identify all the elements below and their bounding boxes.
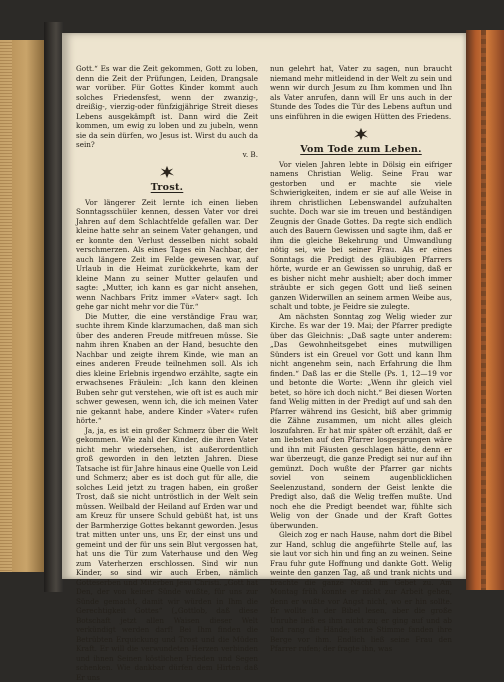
right-text-column <box>270 64 452 654</box>
book-cover-stripe <box>481 30 486 590</box>
body-paragraph: Die Mutter, die eine verständige Frau war, suchte ihrem Kinde klarzumachen, daß man sich über des anderen Freude mitfreuen müsse. Sie nahm ihren Knaben an der Hand, besuchte den Nachbar und zeigte ihrem Kinde, wie man an eines anderen Freude teilnehmen soll. Als ich dies kleine Erlebnis irgendwo erzählte, sagte ein erwachsenes Fräulein: „Ich kann den kleinen Buben sehr gut verstehen, wie oft ist es auch mir schwer gewesen, wenn ich, die ich meinen Vater nie gekannt habe, andere Kinder »Vater« rufen hörte.“ <box>76 312 258 426</box>
left-text-column <box>76 64 258 682</box>
author-signature: v. B. <box>76 150 258 160</box>
ornament-icon <box>270 124 452 144</box>
intro-paragraph: Gott.“ Es war die Zeit gekommen, Gott zu loben, denn die Zeit der Prüfungen, Leiden, Drangsale war vorüber. Für Gottes Kinder kommt auch solches Friedensfest, wenn der zwanzig-, dreißig-, vierzig-oder fünfzigjährige Streit dieses Lebens ausgekämpft ist. Dann wird die Zeit kommen, um ewig zu loben und zu jubeln, wenn sie da sein dürfen, wo Jesus ist. Wirst du auch da sein? <box>76 64 258 150</box>
body-paragraph: Gleich zog er nach Hause, nahm dort die Bibel zur Hand, schlug die angeführte Stelle auf, las sie laut vor sich hin und fing an zu weinen. Seine Frau fuhr gute Hoffnung und dankte Gott. Welig weinte den ganzen Tag, aß und trank nichts und brachte die ganze Nacht im Gebet zu. Am Montag früh konnte er nicht zur Arbeit gehen, denn er wußte vor Angst nicht, wo er hin sollte. Er wollte in der Bibel lesen, aber die große Unruhe ließ es ihm nicht zu; er ging auf und ab und rang die Hände; seine Stimme fanden ihre Berge vor ihm. Endlich ließ seine Frau den Pfarrer rufen; der fragte ihn, was <box>270 530 452 654</box>
section-title: Vom Tode zum Leben. <box>270 145 452 155</box>
ornament-icon <box>76 162 258 182</box>
body-paragraph: Vor vielen Jahren lebte in Dölsig ein eifriger namens Christian Welig. Seine Frau war gestorben und er machte sie viele Schwierigkeiten, indem er sie auf alle Weise in ihrem christlichen Lebenswandel aufzuhalten suchte. Doch war sie im treuen und beständigen Zeugnis der Gnade Gottes. Da regte sich endlich auch des Bauern Gewissen und sagte ihm, daß er ihm die gleiche Bekehrung und Umwandlung nötig sei, wie bei seiner Frau. Als er eines Sonntags die Predigt des gläubigen Pfarrers hörte, wurde er an Gewissen so unruhig, daß er es bisher nicht mehr aushielt; aber doch immer sträubte er sich gegen Gott und ließ seinen ganzen Widerwillen an seinem armen Weibe aus, schalt und tobte, je Feidre sie zulegte. <box>270 160 452 312</box>
body-paragraph: Vor längerer Zeit lernte ich einen lieben Sonntagsschüler kennen, dessen Vater vor drei Jahren auf dem Schlachtfelde gefallen war. Der kleine hatte sehr an seinem Vater gehangen, und er konnte den Verlust desselben nicht sobald verschmerzen. Als eines Tages ein Nachbar, der auch längere Zeit im Felde gewesen war, auf Urlaub in die Heimat zurückkehrte, kam der kleine Mann zu seiner Mutter gelaufen und sagte: „Mutter, ich kann es gar nicht ansehen, wenn Nachbars Fritz immer »Vater« sagt. Ich gehe gar nicht mehr vor die Tür.“ <box>76 198 258 312</box>
left-page-edge-texture <box>0 40 12 572</box>
intro-paragraph: nun gelehrt hat, Vater zu sagen, nun braucht niemand mehr mitleidend in der Welt zu sein und wenn wir durch Jesum zu Ihm kommen und Ihn als Vater anrufen, dann will Er uns auch in der Stunde des Todes die Tür des Lebens auftun und uns einführen in die ewigen Hütten des Friedens. <box>270 64 452 121</box>
section-title: Trost. <box>76 183 258 193</box>
body-paragraph: Am nächsten Sonntag zog Welig wieder zur Kirche. Es war der 19. Mai; der Pfarrer predigte über das Gleichnis: „Daß sagte unter anderem: „Das Gewohnheitsgebet eines mutwilligen Sünders ist ein Greuel vor Gott und kann Ihm nicht angenehm sein, nach Erfahrung die Ihm finden.“ Daß las er die Stelle (Ps. 1, 12—19 vor und betonte die Worte: „Wenn ihr gleich viel betet, so höre ich doch nicht.“ Bei diesen Worten fand Welig mitten in der Predigt auf und sah den Pfarrer während ins Gesicht, biß aber grimmig die Zähne zusammen, um nicht alles gleich loszufahren. Er hat mir später oft erzählt, daß er am liebsten auf den Pfarrer losgesprungen wäre und ihn mit Fäusten geschlagen hätte, denn er war überzeugt, die ganze Predigt sei nur auf ihn gemünzt. Doch wußte der Pfarrer gar nichts soviel von seinem augenblicklichen Seelenzustand, sondern der Geist lenkte die Predigt also, daß die Welig treffen mußte. Und noch ehe die Predigt beendet war, fühlte sich Welig von der Gnade und der Kraft Gottes überwunden. <box>270 312 452 531</box>
body-paragraph: Ja, ja, es ist ein großer Schmerz über die Welt gekommen. Wie zahl der Kinder, die ihren Vater nicht mehr wiedersehen, ist außerordentlich groß geworden in den letzten Jahren. Diese Tatsache ist für Jahre hinaus eine Quelle von Leid und Schmerz; aber es ist doch gut für alle, die solches Leid jetzt zu tragen haben, ein großer Trost, daß sie nicht untröstlich in der Welt sein müssen. Weilbald der Heiland auf Erden war und am Kreuz für unsere Schuld gebüßt hat, ist uns der Barmherzige Gottes bekannt geworden. Jesus trat mitten unter uns, uns Er, der einst uns und gemeint und der für uns sein Blut vergossen hat, hat uns die Tür zum Vaterhause und den Weg zum Vaterherzen erschlossen. Sind wir nun Kinder, so sind wir auch Erben, nämlich Gotteserben und Miterben Jesu Christi. „Gott hat Den, der von keiner Sünde wußte, für uns zur Sünde gemacht, damit wir würden in Ihm die Gerechtigkeit Gottes“ („Gottlob, daß diese Botschaft jetzt allen Waisen dieser Welt verkündigt werden darf! Bei Ihm finden die Betrübten Erquickung und Trost und die Müden Kraft. Er will die verwundeten Herzen verbinden und ihnen Seinen köstlichen Frieden und Segen schenken. Wie dankbar dürfen dem Hirten daß Er uns <box>76 426 258 682</box>
book-gutter <box>44 22 64 592</box>
